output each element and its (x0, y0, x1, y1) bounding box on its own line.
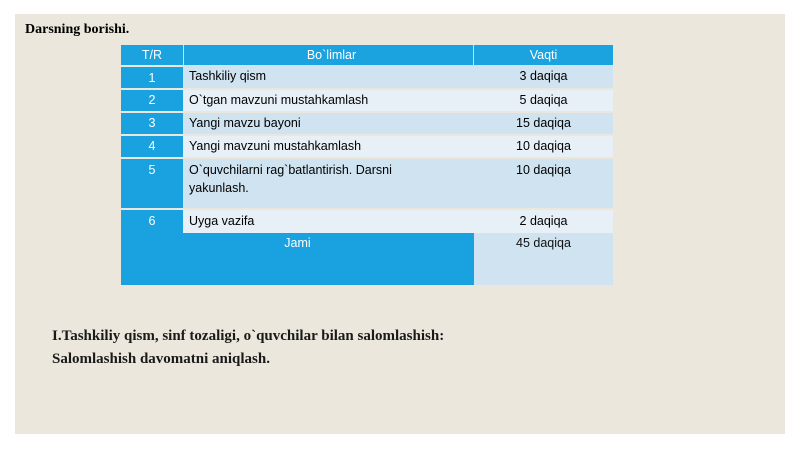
row-number: 2 (121, 88, 183, 111)
table-row (121, 208, 613, 233)
document-page (15, 14, 785, 434)
header-number: T/R (121, 45, 183, 65)
row-name: Yangi mavzuni mustahkamlash (183, 134, 474, 157)
header-sections: Bo`limlar (183, 45, 474, 65)
row-name: Yangi mavzu bayoni (183, 111, 474, 134)
row-number: 4 (121, 134, 183, 157)
table-row (121, 157, 613, 208)
table-row (121, 111, 613, 134)
total-label: Jami (121, 233, 474, 285)
row-time: 10 daqiqa (474, 157, 613, 208)
row-name-line: O`quvchilarni rag`batlantirish. Darsni (189, 163, 392, 177)
row-name: Tashkiliy qism (183, 65, 474, 88)
table-header-row (121, 45, 613, 65)
paragraph-line: I.Tashkiliy qism, sinf tozaligi, o`quvchilar bilan salomlashish: (52, 328, 445, 344)
row-time: 10 daqiqa (474, 134, 613, 157)
table-row (121, 65, 613, 88)
row-time: 5 daqiqa (474, 88, 613, 111)
row-name-line: yakunlash. (189, 181, 249, 195)
row-number: 5 (121, 157, 183, 208)
row-name: O`tgan mavzuni mustahkamlash (183, 88, 474, 111)
section-heading: Darsning borishi. (25, 22, 130, 37)
header-time: Vaqti (474, 45, 613, 65)
row-number: 3 (121, 111, 183, 134)
paragraph-line: Salomlashish davomatni aniqlash. (52, 351, 270, 367)
row-number: 1 (121, 65, 183, 88)
row-name: Uyga vazifa (183, 208, 474, 233)
total-value: 45 daqiqa (474, 233, 613, 285)
row-name (183, 157, 474, 208)
table-row (121, 134, 613, 157)
row-time: 3 daqiqa (474, 65, 613, 88)
row-time: 2 daqiqa (474, 208, 613, 233)
table-row (121, 88, 613, 111)
row-time: 15 daqiqa (474, 111, 613, 134)
row-number: 6 (121, 208, 183, 233)
